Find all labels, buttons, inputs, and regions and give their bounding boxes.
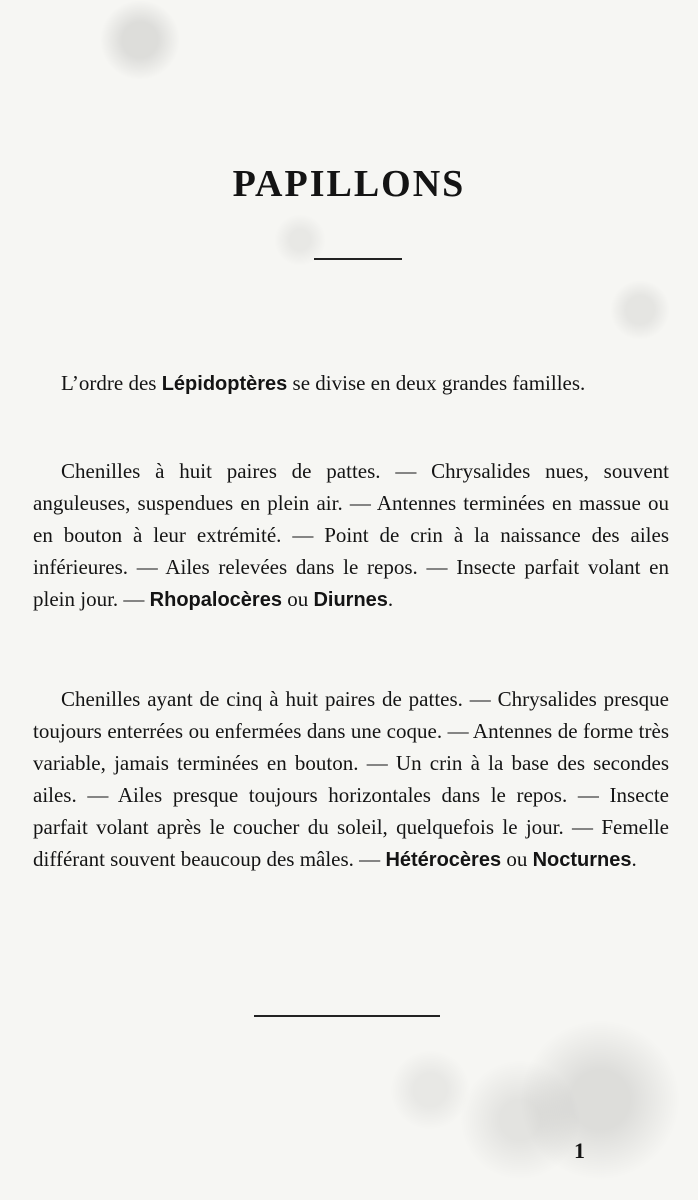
intro-paragraph [33, 367, 669, 400]
page-number: 1 [574, 1138, 585, 1163]
nocturnes-description: Chenilles ayant de cinq à huit paires de pattes. — Chrysalides presque toujours enterrées ou enfermées dans une coque. — Antennes de forme très variable, jamais terminées en bouton. — Un crin à la base des secondes ailes. — Ailes presque toujours horizontales dans le repos. — Insecte parfait volant après le coucher du soleil, quelquefois le jour. — Femelle différant souvent beaucoup des mâles. — [33, 687, 669, 871]
term-diurnes: Diurnes [313, 589, 388, 611]
term-heteroceres: Hétérocères [385, 849, 502, 871]
nocturnes-end: . [631, 847, 637, 871]
intro-text-before: L’ordre des [61, 371, 162, 395]
nocturnes-paragraph [33, 683, 669, 876]
title-divider [314, 258, 402, 260]
end-divider [254, 1015, 440, 1017]
diurnes-end: . [387, 587, 394, 611]
term-nocturnes: Nocturnes [532, 849, 632, 871]
term-lepidopteres: Lépidoptères [161, 373, 288, 395]
nocturnes-conjunction: ou [501, 847, 533, 871]
diurnes-description: Chenilles à huit paires de pattes. — Chrysalides nues, souvent anguleuses, suspendues en plein air. — Antennes terminées en massue ou en bouton à leur extrémité. — Point de crin à la naissance des ailes inférieures. — Ailes relevées dans le repos. — Insecte parfait volant en plein jour. — [33, 459, 669, 611]
diurnes-conjunction: ou [281, 587, 314, 611]
term-rhopaloceres: Rhopalocères [149, 589, 282, 611]
page-title: PAPILLONS [232, 163, 466, 205]
intro-text-after: se divise en deux grandes familles. [287, 371, 586, 395]
diurnes-paragraph [33, 455, 669, 616]
